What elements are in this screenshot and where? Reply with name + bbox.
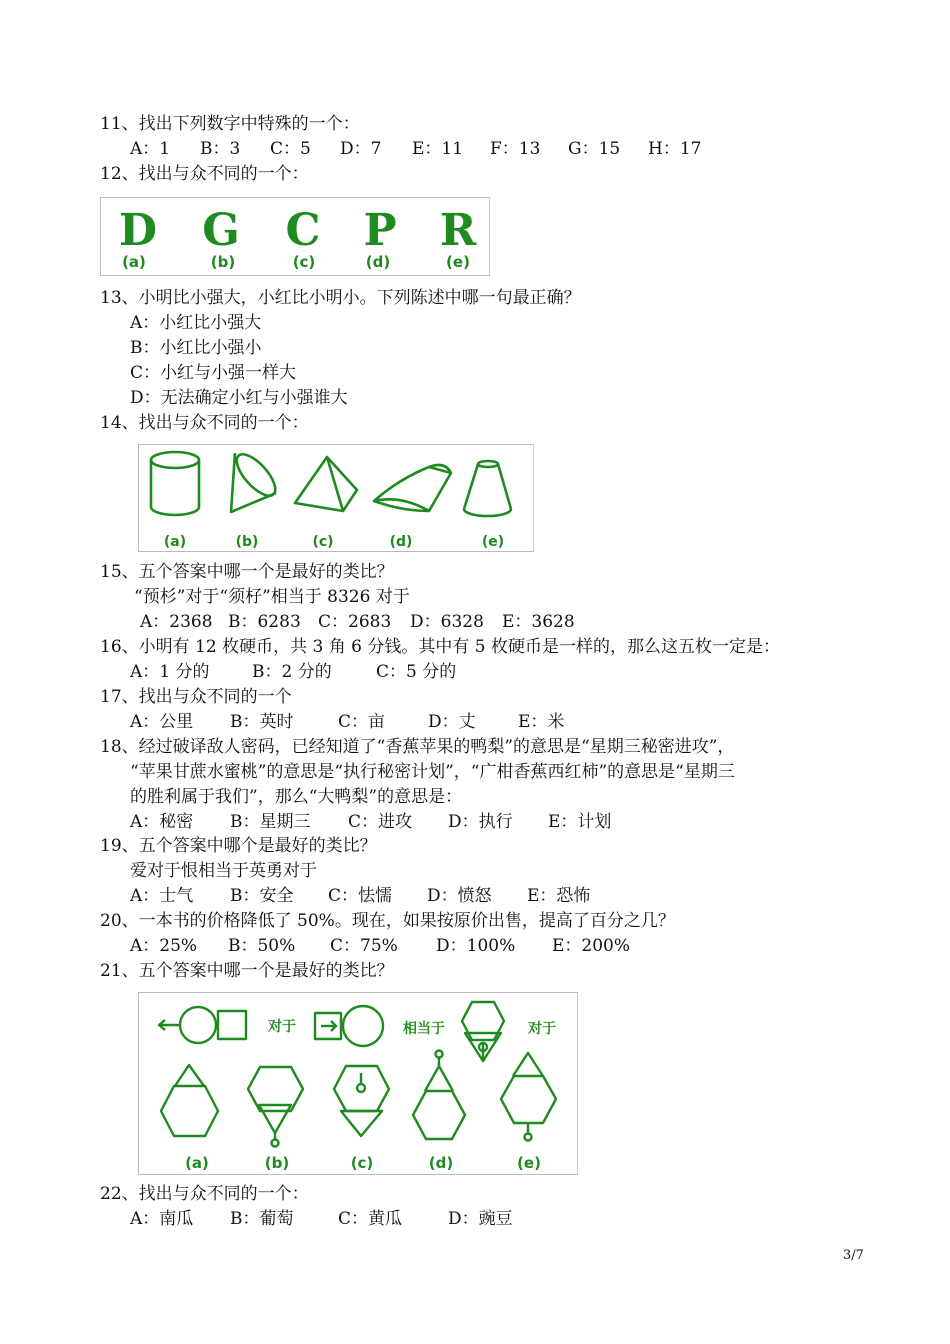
question-12-figure — [100, 197, 490, 276]
label-d: (d) — [428, 1154, 454, 1172]
letter-r: R — [439, 205, 477, 256]
option-a: A：秘密 — [130, 812, 194, 832]
label-e: (e) — [481, 534, 505, 550]
option-b: B：2 分的 — [252, 662, 332, 682]
option-c: C：怯懦 — [328, 886, 393, 906]
option-e: E：计划 — [548, 812, 612, 832]
question-11-stem: 11、找出下列数字中特殊的一个： — [100, 114, 360, 134]
question-22-stem: 22、找出与众不同的一个： — [100, 1184, 309, 1204]
label-d: (d) — [365, 253, 391, 271]
label-b: (b) — [264, 1154, 290, 1172]
label-b: (b) — [210, 253, 236, 271]
option-e: E：11 — [412, 139, 464, 159]
arrow-circle-square-icon — [159, 1007, 246, 1043]
word-duiyu-2: 对于 — [528, 1021, 556, 1037]
option-c-shape-icon — [334, 1066, 389, 1136]
option-d: D：丈 — [428, 712, 476, 732]
option-c: C：小红与小强一样大 — [130, 363, 297, 383]
option-d: D：豌豆 — [448, 1209, 513, 1229]
label-c: (c) — [350, 1154, 374, 1172]
option-c: C：进攻 — [348, 812, 413, 832]
letters-figure — [101, 198, 489, 275]
question-19-analogy: 爱对于恨相当于英勇对于 — [130, 861, 317, 881]
option-c: C：亩 — [338, 712, 386, 732]
truncated-cone-icon — [464, 461, 511, 516]
option-b-shape-icon — [248, 1067, 303, 1147]
pyramid-icon — [295, 457, 357, 511]
word-duiyu-1: 对于 — [268, 1019, 296, 1035]
question-15-stem: 15、五个答案中哪一个是最好的类比？ — [100, 562, 394, 582]
word-xiangdangyu: 相当于 — [403, 1021, 445, 1037]
option-a: A：2368 — [140, 612, 213, 632]
question-17-stem: 17、找出与众不同的一个 — [100, 687, 292, 707]
option-e: E：恐怖 — [527, 886, 591, 906]
page-number: 3/7 — [843, 1248, 864, 1263]
option-a: A：南瓜 — [130, 1209, 194, 1229]
letter-g: G — [202, 205, 240, 256]
label-e: (e) — [446, 253, 470, 271]
option-b: B：英时 — [230, 712, 294, 732]
option-e-shape-icon — [501, 1053, 556, 1141]
question-18-line-1: 18、经过破译敌人密码，已经知道了“香蕉苹果的鸭梨”的意思是“星期三秘密进攻”， — [100, 737, 735, 757]
square-arrow-circle-icon — [315, 1006, 383, 1046]
letter-c: C — [285, 205, 321, 256]
option-a-shape-icon — [161, 1065, 218, 1136]
option-b: B：安全 — [230, 886, 294, 906]
cone-icon — [230, 448, 281, 512]
letter-p: P — [363, 205, 397, 256]
option-d: D：无法确定小红与小强谁大 — [130, 388, 348, 408]
option-b: B：3 — [200, 139, 241, 159]
label-a: (a) — [185, 1154, 209, 1172]
question-21-figure — [138, 992, 578, 1175]
question-14-figure — [138, 444, 534, 552]
option-e: E：3628 — [502, 612, 575, 632]
option-c: C：75% — [330, 936, 398, 956]
question-21-stem: 21、五个答案中哪一个是最好的类比？ — [100, 961, 394, 981]
label-c: (c) — [292, 253, 316, 271]
option-b: B：小红比小强小 — [130, 338, 262, 358]
question-18-line-3: 的胜利属于我们”，那么“大鸭梨”的意思是： — [130, 787, 463, 807]
option-c: C：5 — [270, 139, 311, 159]
label-b: (b) — [235, 534, 259, 550]
question-13-stem: 13、小明比小强大，小红比小明小。下列陈述中哪一句最正确？ — [100, 288, 581, 308]
label-a: (a) — [163, 534, 187, 550]
question-18-line-2: “苹果甘蔗水蜜桃”的意思是“执行秘密计划”，“广柑香蕉西红柿”的意思是“星期三 — [130, 762, 735, 782]
option-h: H：17 — [648, 139, 702, 159]
question-16-stem: 16、小明有 12 枚硬币，共 3 角 6 分钱。其中有 5 枚硬币是一样的，那么这五枚一定是： — [100, 637, 780, 657]
label-a: (a) — [122, 253, 146, 271]
option-f: F：13 — [490, 139, 541, 159]
option-g: G：15 — [568, 139, 621, 159]
option-c: C：5 分的 — [376, 662, 457, 682]
option-c: C：黄瓜 — [338, 1209, 403, 1229]
option-b: B：6283 — [228, 612, 301, 632]
option-a: A：25% — [130, 936, 198, 956]
option-b: B：葡萄 — [230, 1209, 294, 1229]
cylinder-icon — [151, 452, 199, 515]
option-c: C：2683 — [318, 612, 392, 632]
question-20-stem: 20、一本书的价格降低了 50%。现在，如果按原价出售，提高了百分之几？ — [100, 911, 675, 931]
option-e: E：米 — [518, 712, 565, 732]
option-b: B：星期三 — [230, 812, 311, 832]
option-e: E：200% — [552, 936, 631, 956]
question-15-analogy: “预杉”对于“须杍”相当于 8326 对于 — [134, 587, 410, 607]
question-14-stem: 14、找出与众不同的一个： — [100, 413, 309, 433]
hexagon-triangle-icon — [462, 1002, 504, 1061]
wedge-icon — [374, 465, 451, 511]
option-a: A：公里 — [130, 712, 194, 732]
option-d: D：7 — [340, 139, 382, 159]
label-c: (c) — [312, 534, 334, 550]
option-b: B：50% — [228, 936, 296, 956]
option-d-shape-icon — [413, 1051, 465, 1140]
option-d: D：执行 — [448, 812, 513, 832]
shapes-analogy-figure — [139, 993, 577, 1174]
option-a: A：1 分的 — [130, 662, 210, 682]
solids-figure — [139, 445, 533, 551]
option-a: A：士气 — [130, 886, 194, 906]
label-d: (d) — [389, 534, 413, 550]
option-d: D：6328 — [410, 612, 484, 632]
option-d: D：愤怒 — [427, 886, 492, 906]
option-a: A：小红比小强大 — [130, 313, 262, 333]
question-12-stem: 12、找出与众不同的一个： — [100, 164, 309, 184]
option-d: D：100% — [436, 936, 516, 956]
option-a: A：1 — [130, 139, 171, 159]
question-19-stem: 19、五个答案中哪个是最好的类比？ — [100, 836, 377, 856]
label-e: (e) — [517, 1154, 541, 1172]
letter-d: D — [118, 205, 158, 256]
